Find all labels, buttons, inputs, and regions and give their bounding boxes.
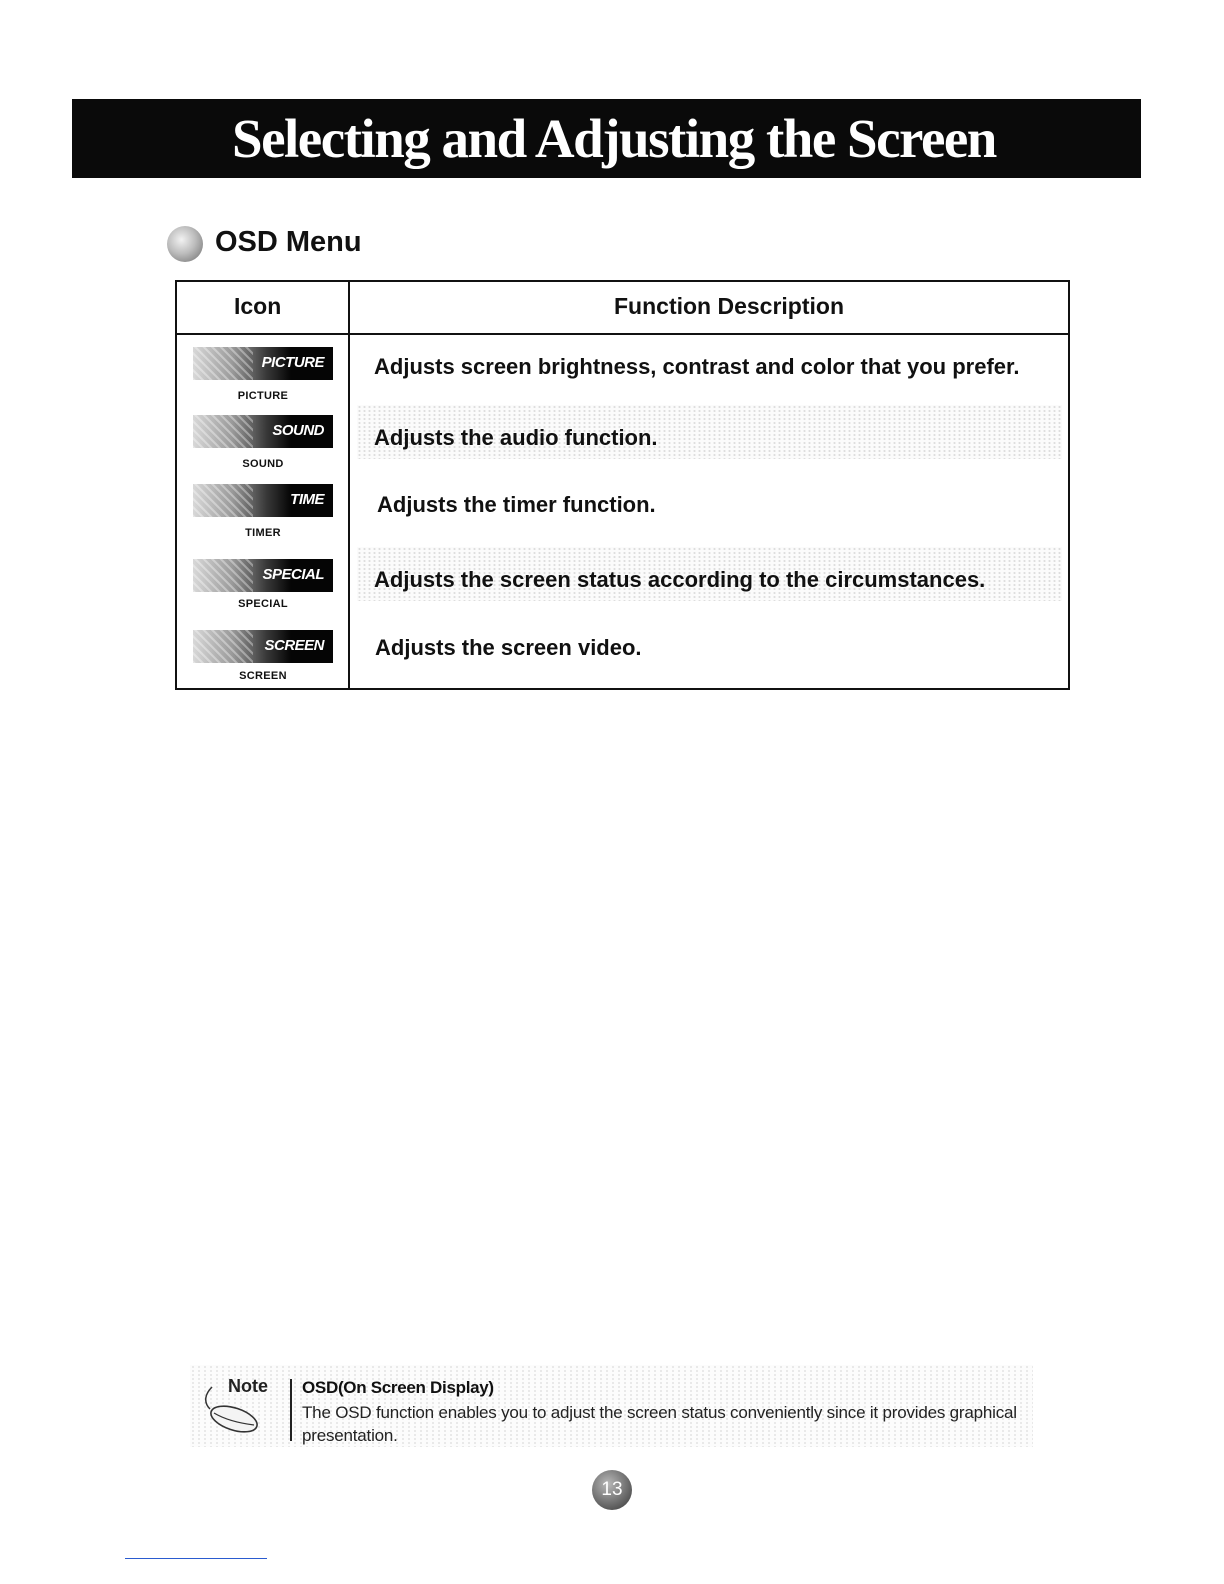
column-divider <box>348 282 350 688</box>
bottom-rule <box>125 1558 267 1559</box>
note-box <box>190 1365 1033 1447</box>
timer-description: Adjusts the timer function. <box>377 492 656 517</box>
sound-caption: SOUND <box>242 458 284 470</box>
special-caption: SPECIAL <box>238 598 288 610</box>
screen-caption: SCREEN <box>239 670 287 682</box>
time-icon: TIME <box>193 484 333 517</box>
special-description: Adjusts the screen status according to the circumstances. <box>374 567 986 592</box>
header-function-description: Function Description <box>614 293 844 319</box>
note-label: Note <box>228 1376 268 1396</box>
picture-description: Adjusts screen brightness, contrast and color that you prefer. <box>374 354 1020 379</box>
picture-caption: PICTURE <box>237 390 289 402</box>
osd-menu-table <box>175 280 1070 690</box>
bullet-icon <box>167 226 203 262</box>
note-body: The OSD function enables you to adjust the screen status conveniently since it provides graphical presentation. <box>302 1403 1017 1445</box>
note-title: OSD(On Screen Display) <box>302 1378 494 1397</box>
section-title: OSD Menu <box>215 226 362 258</box>
page-title-banner <box>72 99 1141 178</box>
header-divider <box>177 333 1068 335</box>
sound-icon: SOUND <box>193 415 333 448</box>
timer-caption: TIMER <box>245 527 281 539</box>
special-icon: SPECIAL <box>193 559 333 592</box>
page-number: 13 <box>592 1470 632 1510</box>
picture-icon: PICTURE <box>193 347 333 380</box>
note-divider <box>290 1379 292 1441</box>
screen-icon: SCREEN <box>193 630 333 663</box>
page-title: Selecting and Adjusting the Screen <box>232 108 996 169</box>
screen-description: Adjusts the screen video. <box>375 635 642 660</box>
sound-description: Adjusts the audio function. <box>374 425 658 450</box>
header-icon: Icon <box>234 293 282 319</box>
